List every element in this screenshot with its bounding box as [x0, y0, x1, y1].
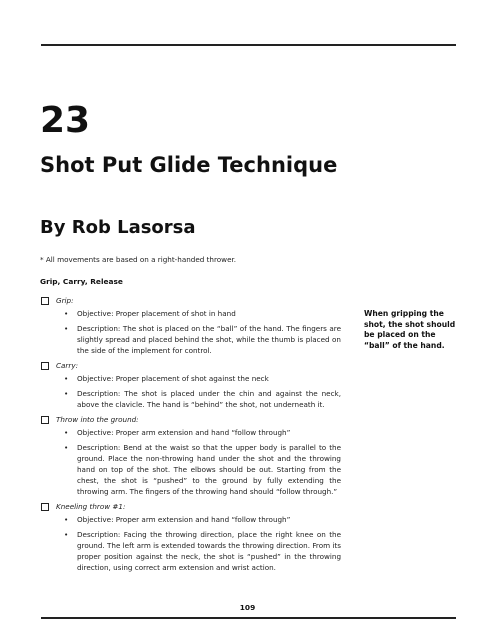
bullet-item — [41, 388, 341, 410]
checklist-item-head — [41, 295, 341, 306]
checkbox-icon — [41, 416, 49, 424]
footnote-note: * All movements are based on a right-handed thrower. — [40, 255, 237, 264]
bullet-text: Description: Facing the throwing direction, place the right knee on the ground. The left arm is extended towards the throwing direction. From its proper position against the neck, the shot is “pushed” in the throwing direction, using correct arm extension and wrist action. — [77, 530, 341, 572]
bullet-text: Objective: Proper arm extension and hand “follow through” — [77, 515, 291, 524]
chapter-number: 23 — [40, 100, 91, 141]
bullet-text: Objective: Proper placement of shot in hand — [77, 309, 236, 318]
bullet-text: Description: Bend at the waist so that the upper body is parallel to the ground. Place the non-throwing hand under the shot and the throwing hand on top of the shot. The elbows should be out. Starting from the chest, the shot is “pushed” to the ground by fully extending the throwing arm. The fingers of the throwing hand should “follow through.” — [77, 443, 341, 496]
bullet-list — [41, 427, 341, 497]
bullet-list — [41, 308, 341, 356]
checklist-item-head — [41, 360, 341, 371]
bullet-item — [41, 373, 341, 384]
top-rule — [41, 44, 456, 46]
page-number: 109 — [239, 603, 256, 612]
margin-note: When gripping the shot, the shot should be placed on the “ball” of the hand. — [364, 309, 456, 350]
bottom-rule — [41, 617, 456, 619]
chapter-author: By Rob Lasorsa — [40, 217, 196, 238]
bullet-icon: • — [64, 324, 69, 333]
chapter-title: Shot Put Glide Technique — [40, 153, 338, 177]
bullet-text: Description: The shot is placed on the “ball” of the hand. The fingers are slightly spread and placed behind the shot, while the thumb is placed on the side of the implement for control. — [77, 324, 341, 355]
bullet-text: Objective: Proper placement of shot against the neck — [77, 374, 269, 383]
checklist-item — [41, 360, 341, 410]
checklist-item — [41, 501, 341, 573]
bullet-item — [41, 442, 341, 497]
bullet-list — [41, 514, 341, 573]
bullet-item — [41, 308, 341, 319]
bullet-item — [41, 529, 341, 573]
bullet-icon: • — [64, 443, 69, 452]
checklist — [41, 295, 341, 577]
bullet-icon: • — [64, 374, 69, 383]
checklist-item-head — [41, 501, 341, 512]
bullet-text: Objective: Proper arm extension and hand “follow through” — [77, 428, 291, 437]
bullet-list — [41, 373, 341, 410]
bullet-item — [41, 514, 341, 525]
checkbox-icon — [41, 503, 49, 511]
bullet-text: Description: The shot is placed under the chin and against the neck, above the clavicle. The hand is “behind” the shot, not underneath it. — [77, 389, 341, 409]
checklist-item-label: Kneeling throw #1: — [56, 502, 126, 511]
checklist-item-label: Throw into the ground: — [56, 415, 139, 424]
bullet-icon: • — [64, 309, 69, 318]
checkbox-icon — [41, 297, 49, 305]
bullet-icon: • — [64, 530, 69, 539]
checklist-item-head — [41, 414, 341, 425]
checklist-item — [41, 414, 341, 497]
checklist-item-label: Grip: — [56, 296, 74, 305]
checklist-item-label: Carry: — [56, 361, 79, 370]
checklist-item — [41, 295, 341, 356]
bullet-item — [41, 427, 341, 438]
checkbox-icon — [41, 362, 49, 370]
bullet-icon: • — [64, 515, 69, 524]
bullet-icon: • — [64, 389, 69, 398]
bullet-icon: • — [64, 428, 69, 437]
bullet-item — [41, 323, 341, 356]
section-heading: Grip, Carry, Release — [40, 277, 123, 286]
